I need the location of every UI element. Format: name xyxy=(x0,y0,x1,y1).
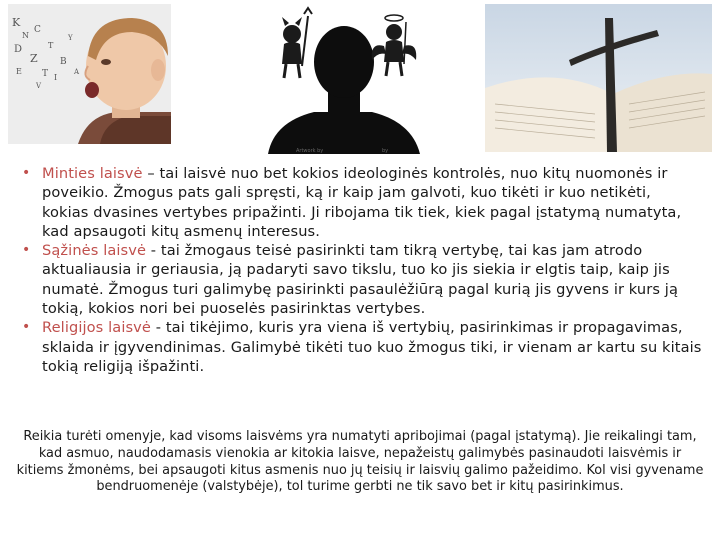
svg-text:K: K xyxy=(12,16,21,29)
svg-text:I: I xyxy=(54,73,58,82)
child-speaking-image xyxy=(8,4,171,144)
limitations-note: Reikia turėti omenyje, kad visoms laisvėms yra numatyti apribojimai (pagal įstatymą). Jie reikalingi tam, kad asmuo, naudodamasis vienokia ar kitokia laisve, nepažeistų galimybės pasinaudoti laisvėmis ir kitiems žmonėms, bei apsaugoti kitus asmenis nuo jų teisių ir laisvių galimo pažeidimo. Kol visi gyvename bendruomenėje (valstybėje), tol turime gerbti ne tik savo bet ir kitų pasirinkimus. xyxy=(16,429,704,495)
silhouette-image xyxy=(254,4,432,154)
list-item-sazines-laisve xyxy=(22,241,702,318)
book-cross-image xyxy=(485,4,712,152)
svg-text:E: E xyxy=(16,67,22,76)
definition-text: - tai tikėjimo, kuris yra viena iš vertybių, pasirinkimas ir propagavimas, sklaida ir įgyvendinimas. Galimybė tikėti tuo kuo žmogus tiki, ir vienam ar kartu su kitais tokią religiją išpažinti. xyxy=(42,319,702,375)
svg-text:Y: Y xyxy=(68,34,73,42)
svg-text:T: T xyxy=(48,41,54,50)
freedoms-list xyxy=(22,164,702,376)
term-label: Minties laisvė xyxy=(42,165,143,182)
list-item-minties-laisve xyxy=(22,164,702,241)
svg-text:T: T xyxy=(42,69,49,79)
svg-text:V: V xyxy=(36,82,42,90)
term-label: Sąžinės laisvė xyxy=(42,242,147,260)
svg-text:A: A xyxy=(74,68,80,76)
term-label: Religijos laisvė xyxy=(42,319,151,337)
bullet-icon: • xyxy=(22,165,31,181)
svg-text:C: C xyxy=(34,25,41,35)
svg-text:N: N xyxy=(22,31,29,40)
definition-text: – tai laisvė nuo bet kokios ideologinės kontrolės, nuo kitų nuomonės ir poveikio. Žmogus pats gali spręsti, ką ir kaip jam galvoti, kuo tikėti ir kuo netikėti, kokias dvasines vertybes pripažinti. Ji ribojama tik tiek, kiek pagal įstatymą numatyta, kad apsaugoti kitų asmenų interesus. xyxy=(42,165,682,240)
svg-text:B: B xyxy=(60,57,67,67)
bullet-icon: • xyxy=(22,319,31,336)
image-credit-left: Artwork by xyxy=(296,148,324,154)
image-credit-right: by xyxy=(382,148,389,154)
svg-text:Z: Z xyxy=(30,52,38,65)
svg-text:D: D xyxy=(14,44,23,55)
bullet-icon: • xyxy=(22,242,31,259)
definition-text: - tai žmogaus teisė pasirinkti tam tikrą vertybę, tai kas jam atrodo aktualiausia ir geriausia, ją padaryti savo tikslu, tuo ko jis siekia ir elgtis taip, kaip jis numatė. Žmogus turi galimybę pasirinkti pasaulėžiūrą pagal kurią jis gyvens ir kurs ją tokią, kokios nori bei puoselės pasirinktas vertybes. xyxy=(42,242,679,318)
list-item-religijos-laisve xyxy=(22,318,702,376)
